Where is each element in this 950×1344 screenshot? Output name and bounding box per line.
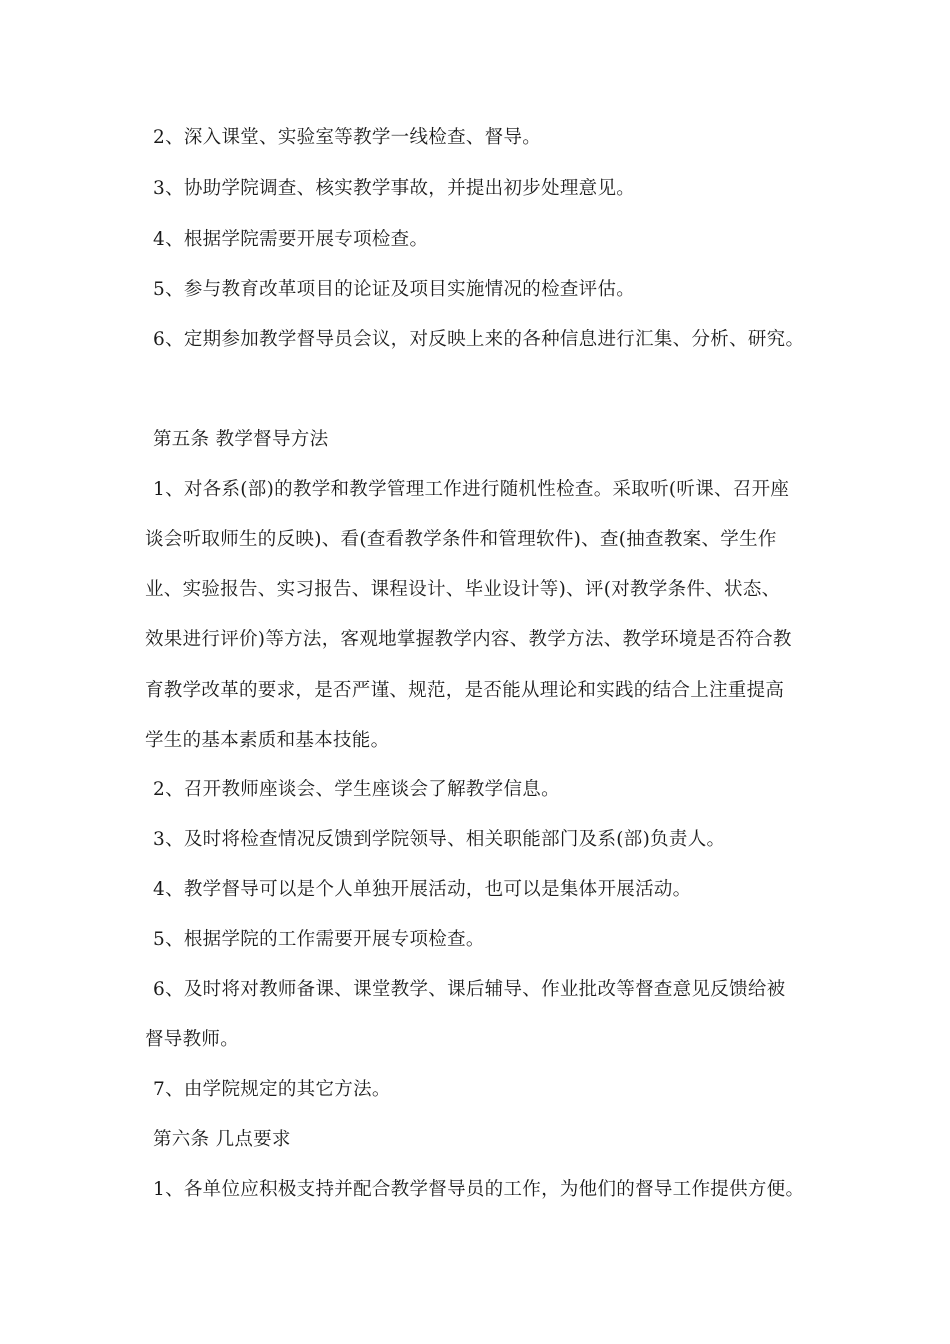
section6-heading: 第六条 几点要求 bbox=[153, 1129, 291, 1150]
section4-item-2: 2、深入课堂、实验室等教学一线检查、督导。 bbox=[153, 127, 542, 148]
section5-item-3: 3、及时将检查情况反馈到学院领导、相关职能部门及系(部)负责人。 bbox=[153, 829, 726, 850]
section5-item-1-line-2: 谈会听取师生的反映)、看(查看教学条件和管理软件)、查(抽查教案、学生作 bbox=[145, 529, 777, 550]
section5-item-6-line-1: 6、及时将对教师备课、课堂教学、课后辅导、作业批改等督查意见反馈给被 bbox=[153, 979, 786, 1000]
section4-item-4: 4、根据学院需要开展专项检查。 bbox=[153, 229, 429, 250]
section6-item-1: 1、各单位应积极支持并配合教学督导员的工作，为他们的督导工作提供方便。 bbox=[153, 1179, 805, 1200]
section5-item-1-line-1: 1、对各系(部)的教学和教学管理工作进行随机性检查。采取听(听课、召开座 bbox=[153, 479, 790, 500]
section5-item-1-line-6: 学生的基本素质和基本技能。 bbox=[145, 730, 390, 751]
section5-item-7: 7、由学院规定的其它方法。 bbox=[153, 1079, 391, 1100]
section5-item-2: 2、召开教师座谈会、学生座谈会了解教学信息。 bbox=[153, 779, 560, 800]
section5-item-4: 4、教学督导可以是个人单独开展活动，也可以是集体开展活动。 bbox=[153, 879, 692, 900]
section5-item-1-line-3: 业、实验报告、实习报告、课程设计、毕业设计等)、评(对教学条件、状态、 bbox=[145, 579, 781, 600]
section4-item-6: 6、定期参加教学督导员会议，对反映上来的各种信息进行汇集、分析、研究。 bbox=[153, 329, 805, 350]
section5-item-5: 5、根据学院的工作需要开展专项检查。 bbox=[153, 929, 485, 950]
section5-item-6-line-2: 督导教师。 bbox=[145, 1029, 240, 1050]
section5-item-1-line-4: 效果进行评价)等方法，客观地掌握教学内容、教学方法、教学环境是否符合教 bbox=[145, 629, 792, 650]
section4-item-5: 5、参与教育改革项目的论证及项目实施情况的检查评估。 bbox=[153, 279, 636, 300]
section5-heading: 第五条 教学督导方法 bbox=[153, 429, 329, 450]
section4-item-3: 3、协助学院调查、核实教学事故，并提出初步处理意见。 bbox=[153, 178, 636, 199]
section5-item-1-line-5: 育教学改革的要求，是否严谨、规范，是否能从理论和实践的结合上注重提高 bbox=[145, 680, 785, 701]
